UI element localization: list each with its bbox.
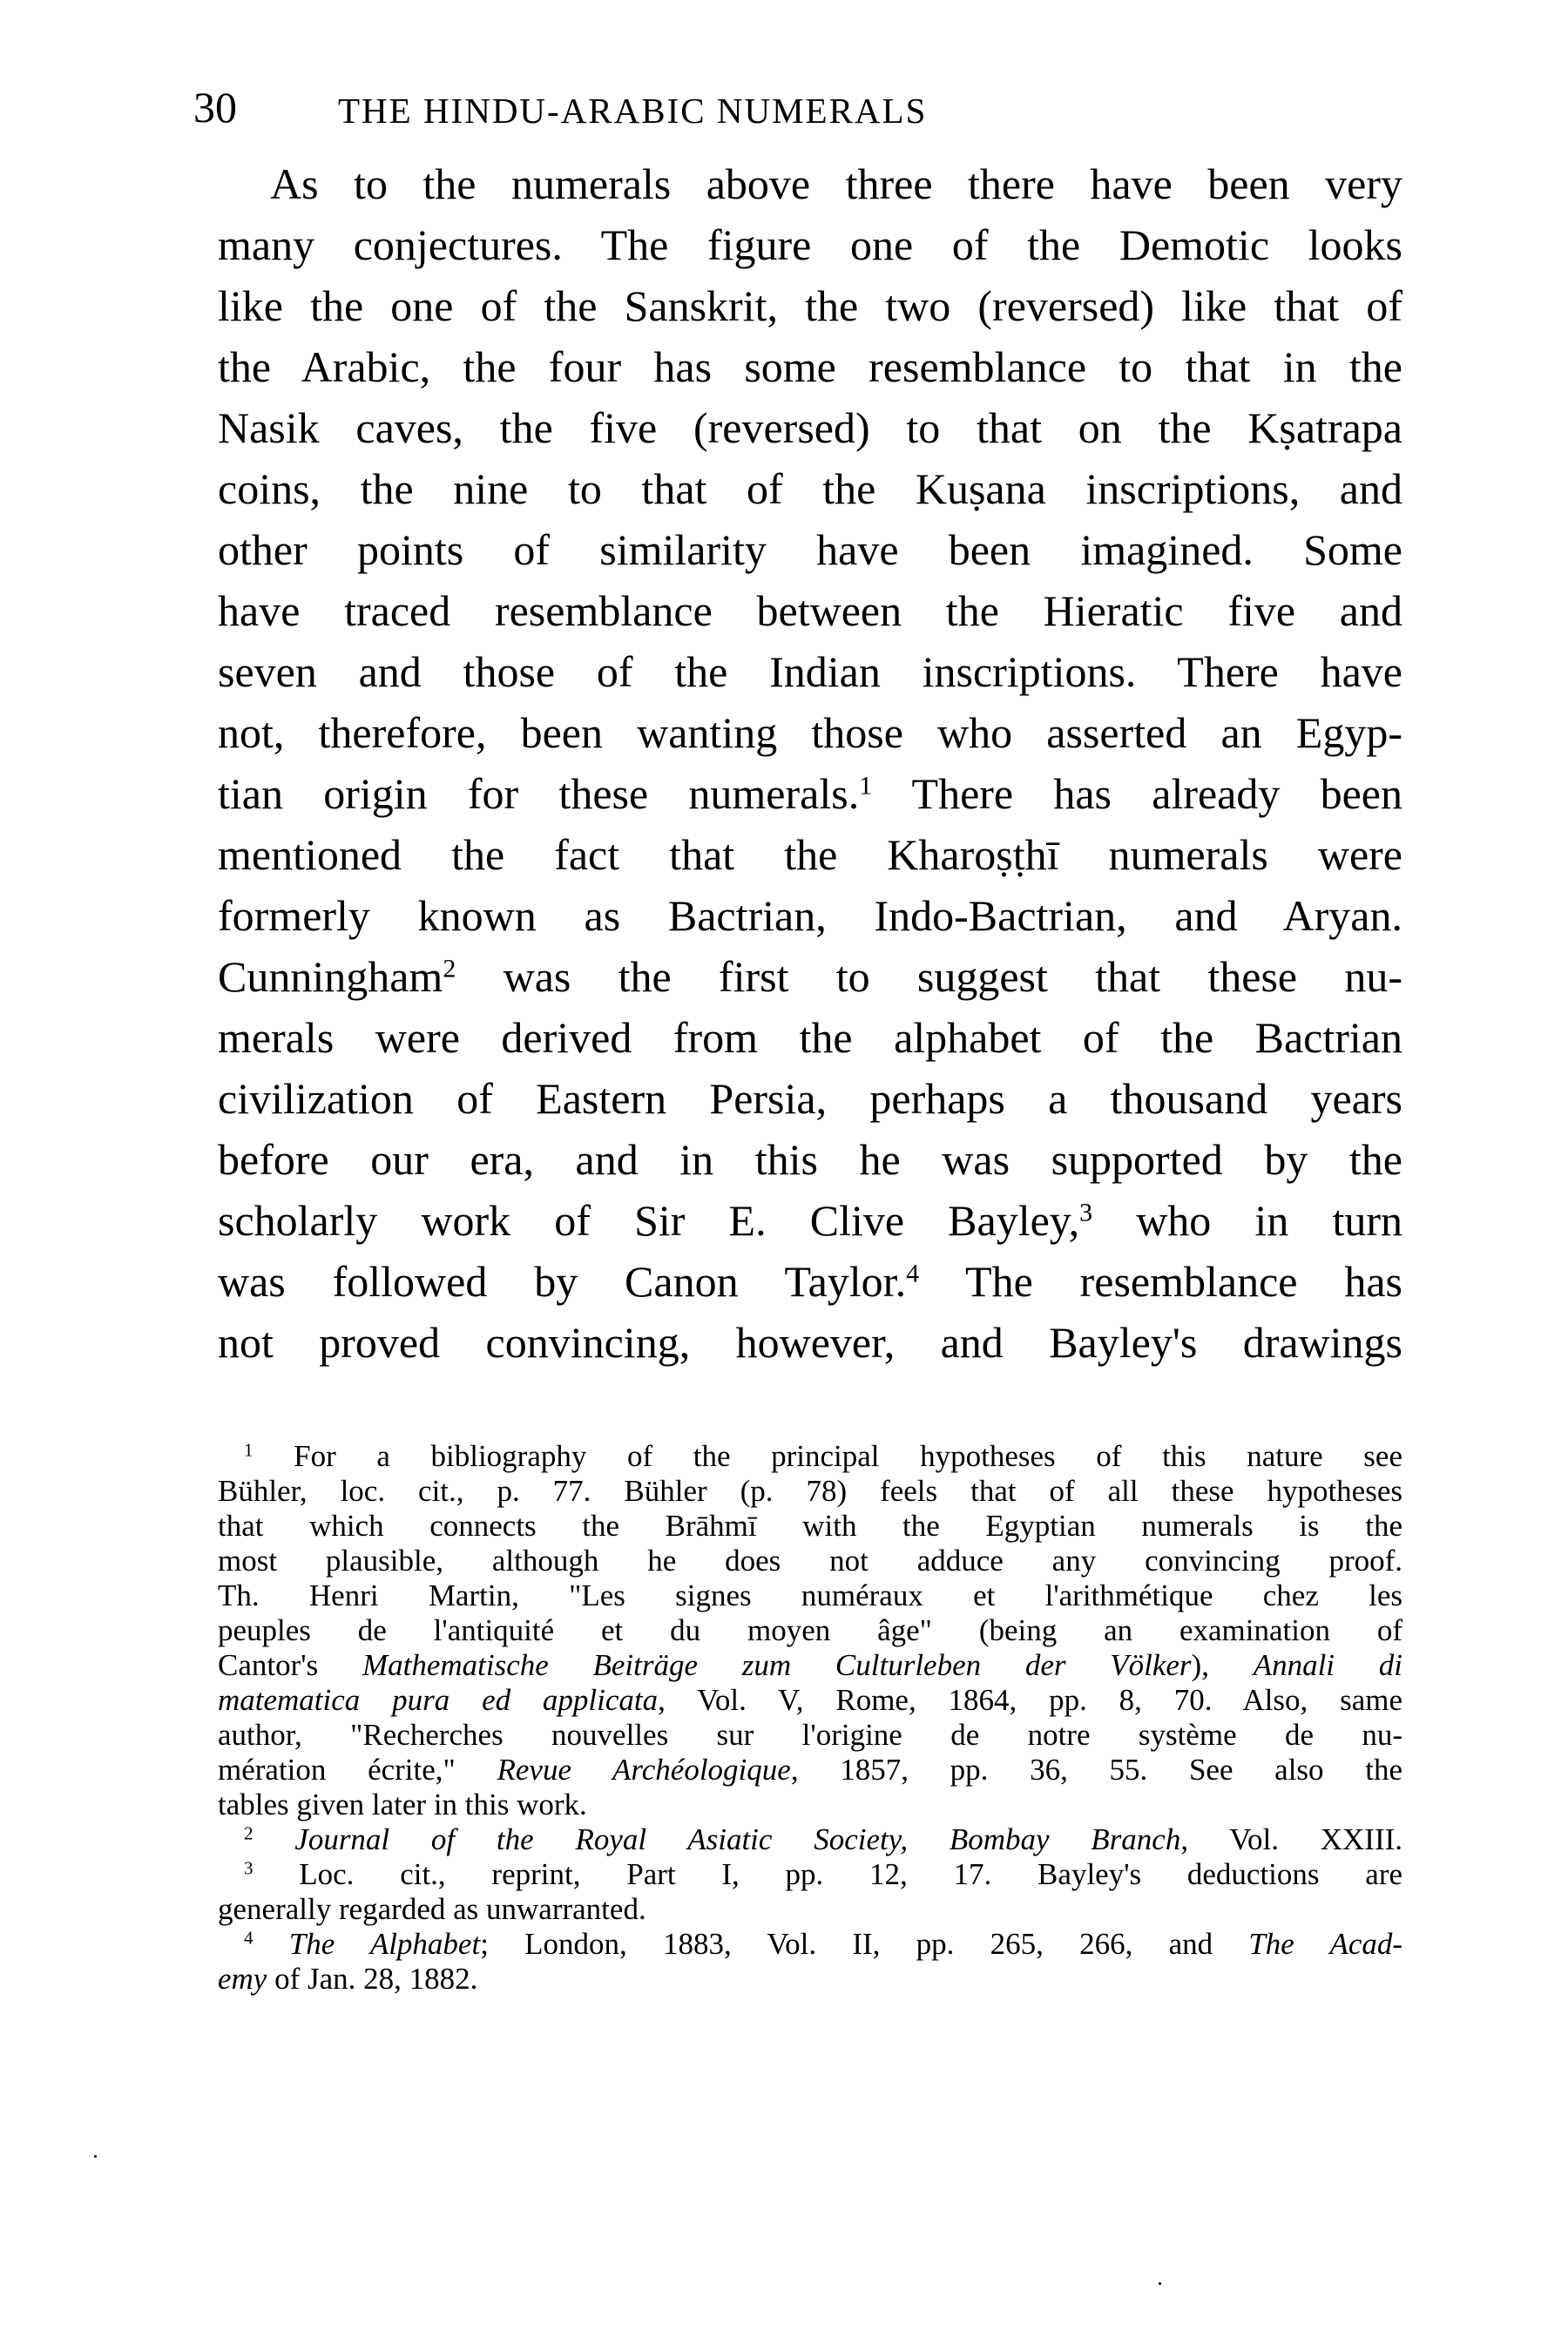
- scan-speck: [1159, 2282, 1161, 2285]
- footnote-mark: 1: [244, 1439, 253, 1461]
- footnote-italic: Mathematische Beiträge zum Culturleben der Völker: [362, 1648, 1192, 1682]
- running-title: THE HINDU-ARABIC NUMERALS: [338, 91, 928, 131]
- footnote-text: mération écrite,": [218, 1753, 497, 1787]
- footnote-italic: Revue Archéologique: [497, 1753, 791, 1787]
- body-line-text: Cunningham: [218, 952, 443, 1001]
- footnote-1-line: peuples de l'antiquité et du moyen âge" (being an examination of: [218, 1613, 1402, 1647]
- footnote-text: of Jan. 28, 1882.: [267, 1962, 478, 1996]
- footnote-mark: 4: [244, 1927, 253, 1949]
- body-line: [218, 1190, 1402, 1251]
- footnote-text: Cantor's: [218, 1648, 362, 1682]
- body-line-text: was followed by Canon Taylor.: [218, 1257, 907, 1306]
- body-line: [218, 946, 1402, 1007]
- scan-speck: [94, 2155, 97, 2158]
- footnote-ref: 2: [443, 954, 456, 983]
- footnote-italic: Annali di: [1253, 1648, 1402, 1682]
- body-line: many conjectures. The figure one of the Demotic looks: [218, 220, 1402, 269]
- footnote-italic: emy: [218, 1962, 267, 1996]
- body-line: Nasik caves, the five (reversed) to that on the Kṣatrapa: [218, 403, 1402, 452]
- footnote-1-line: most plausible, although he does not adduce any convincing proof.: [218, 1544, 1402, 1578]
- footnote-text: ; London, 1883, Vol. II, pp. 265, 266, and: [480, 1927, 1249, 1961]
- body-line: [218, 1251, 1402, 1312]
- footnote-1-line: that which connects the Brāhmī with the Egyptian numerals is the: [218, 1509, 1402, 1543]
- body-line: not, therefore, been wanting those who asserted an Egyp-: [218, 708, 1402, 757]
- footnote-mark: 2: [244, 1822, 253, 1844]
- body-line: formerly known as Bactrian, Indo-Bactrian, and Aryan.: [218, 891, 1402, 940]
- footnote-text: For a bibliography of the principal hypotheses of this nature see: [294, 1439, 1403, 1473]
- footnote-mark: 3: [244, 1857, 253, 1879]
- footnote-4-line: [218, 1927, 1402, 1962]
- body-line: merals were derived from the alphabet of the Bactrian: [218, 1013, 1402, 1062]
- body-line-text: who in turn: [1092, 1196, 1402, 1245]
- body-line: seven and those of the Indian inscriptions. There have: [218, 647, 1402, 696]
- body-line: As to the numerals above three there have been very: [270, 159, 1402, 208]
- body-line: civilization of Eastern Persia, perhaps a thousand years: [218, 1074, 1402, 1123]
- footnote-1-line: tables given later in this work.: [218, 1788, 587, 1821]
- body-line-text: scholarly work of Sir E. Clive Bayley,: [218, 1196, 1080, 1245]
- footnote-ref: 4: [906, 1259, 920, 1288]
- footnote-1-line: [218, 1648, 1402, 1683]
- footnote-italic: The Acad-: [1248, 1927, 1403, 1961]
- footnote-1-line: Th. Henri Martin, "Les signes numéraux et l'arithmétique chez les: [218, 1578, 1402, 1612]
- footnote-text: , 1857, pp. 36, 55. See also the: [790, 1753, 1402, 1787]
- footnote-1-line: Bühler, loc. cit., p. 77. Bühler (p. 78) feels that of all these hypotheses: [218, 1474, 1402, 1508]
- footnote-2-line: [218, 1822, 1402, 1857]
- footnote-3-line: generally regarded as unwarranted.: [218, 1892, 646, 1926]
- footnote-italic: matematica pura ed applicata: [218, 1683, 659, 1717]
- body-line: mentioned the fact that the Kharoṣṭhī numerals were: [218, 830, 1402, 879]
- footnote-italic: Journal of the Royal Asiatic Society, Bombay Branch: [294, 1822, 1181, 1856]
- footnote-1-line: [218, 1683, 1402, 1718]
- footnote-ref: 3: [1079, 1198, 1093, 1227]
- page-header: [193, 77, 1404, 138]
- body-line: the Arabic, the four has some resemblance to that in the: [218, 342, 1402, 391]
- footnote-text: Loc. cit., reprint, Part I, pp. 12, 17. Bayley's deductions are: [299, 1857, 1403, 1891]
- footnote-italic: The Alphabet: [288, 1927, 481, 1961]
- body-line: other points of similarity have been imagined. Some: [218, 525, 1402, 574]
- footnote-1-line: [218, 1439, 1402, 1474]
- footnote-text: ),: [1191, 1648, 1254, 1682]
- body-line: before our era, and in this he was supported by the: [218, 1135, 1402, 1184]
- page-number: 30: [193, 83, 237, 132]
- body-text: [218, 153, 1402, 1373]
- footnotes: [218, 1439, 1402, 1997]
- footnote-text: , Vol. V, Rome, 1864, pp. 8, 70. Also, same: [658, 1683, 1403, 1717]
- body-line-text: tian origin for these numerals.: [218, 769, 860, 818]
- body-line: have traced resemblance between the Hieratic five and: [218, 586, 1402, 635]
- footnote-ref: 1: [859, 771, 873, 801]
- body-line-text: There has already been: [872, 769, 1402, 818]
- body-line: not proved convincing, however, and Bayley's drawings: [218, 1318, 1402, 1367]
- body-line-text: was the first to suggest that these nu-: [456, 952, 1402, 1001]
- footnote-3-line: [218, 1857, 1402, 1892]
- body-line: like the one of the Sanskrit, the two (reversed) like that of: [218, 281, 1402, 330]
- body-line-text: The resemblance has: [919, 1257, 1402, 1306]
- footnote-1-line: [218, 1753, 1402, 1788]
- body-line: [218, 763, 1402, 824]
- footnote-1-line: author, "Recherches nouvelles sur l'origine de notre système de nu-: [218, 1718, 1402, 1752]
- footnote-text: , Vol. XXIII.: [1180, 1822, 1403, 1856]
- footnote-4-line: [218, 1962, 1402, 1997]
- body-line: coins, the nine to that of the Kuṣana inscriptions, and: [218, 464, 1402, 513]
